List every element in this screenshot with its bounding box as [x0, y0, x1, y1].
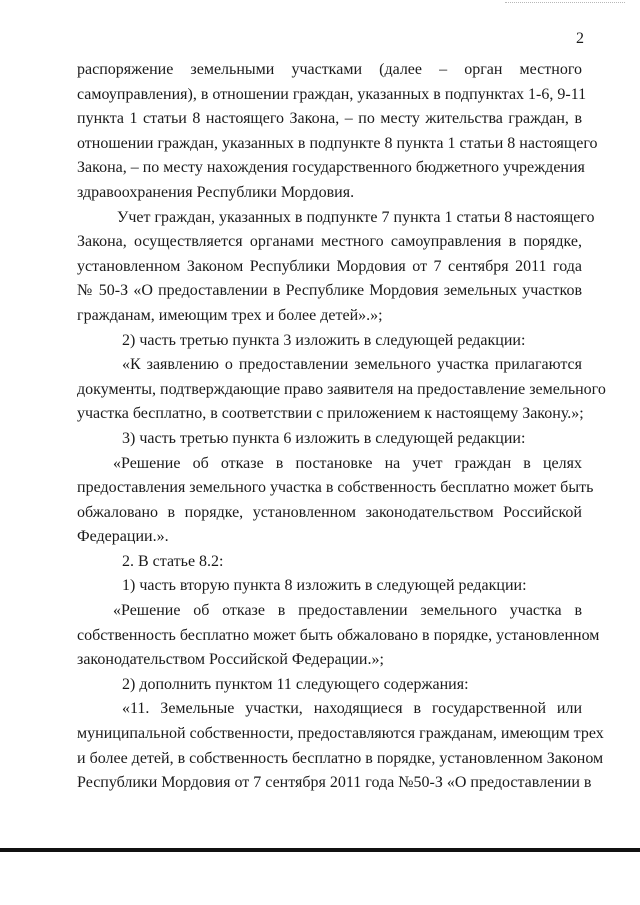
- text-line: 2. В статье 8.2:: [122, 552, 224, 570]
- text-line: и более детей, в собственность бесплатно в порядке, установленном Законом: [77, 749, 604, 767]
- text-line: собственность бесплатно может быть обжаловано в порядке, установленном: [77, 626, 600, 644]
- text-line: 2) часть третью пункта 3 изложить в следующей редакции:: [122, 331, 526, 349]
- text-line: «Решение об отказе в предоставлении земельного участка в: [113, 602, 582, 620]
- text-line: отношении граждан, указанных в подпункте 8 пункта 1 статьи 8 настоящего: [77, 134, 598, 152]
- text-line: Закона, осуществляется органами местного самоуправления в порядке,: [77, 233, 582, 251]
- text-line: здравоохранения Республики Мордовия.: [77, 183, 355, 201]
- text-line: предоставления земельного участка в собственность бесплатно может быть: [77, 479, 594, 497]
- text-line: «11. Земельные участки, находящиеся в государственной или: [122, 700, 582, 718]
- text-line: муниципальной собственности, предоставляются гражданам, имеющим трех: [77, 725, 604, 743]
- text-line: пункта 1 статьи 8 настоящего Закона, – по месту жительства граждан, в: [77, 110, 582, 128]
- text-line: Закона, – по месту нахождения государственного бюджетного учреждения: [77, 159, 585, 177]
- text-line: установленном Законом Республики Мордовия от 7 сентября 2011 года: [77, 257, 582, 275]
- text-line: участка бесплатно, в соответствии с приложением к настоящему Закону.»;: [77, 405, 584, 423]
- text-line: самоуправления), в отношении граждан, указанных в подпунктах 1-6, 9-11: [77, 85, 587, 103]
- text-line: 1) часть вторую пункта 8 изложить в следующей редакции:: [122, 577, 527, 595]
- text-line: документы, подтверждающие право заявителя на предоставление земельного: [77, 380, 606, 398]
- text-line: 2) дополнить пунктом 11 следующего содержания:: [122, 675, 469, 693]
- text-line: Федерации.».: [77, 528, 169, 546]
- text-line: законодательством Российской Федерации.»;: [77, 651, 384, 669]
- text-line: распоряжение земельными участками (далее – орган местного: [77, 61, 582, 78]
- text-line: 3) часть третью пункта 6 изложить в следующей редакции:: [122, 429, 526, 447]
- document-body: [77, 58, 606, 796]
- text-line: «К заявлению о предоставлении земельного участка прилагаются: [122, 356, 582, 374]
- page-number: 2: [576, 30, 584, 47]
- text-line: Республики Мордовия от 7 сентября 2011 года №50-З «О предоставлении в: [77, 774, 592, 792]
- text-line: гражданам, имеющим трех и более детей».»;: [77, 306, 383, 324]
- scan-artifact: [505, 2, 625, 7]
- text-line: № 50-З «О предоставлении в Республике Мордовия земельных участков: [77, 282, 582, 300]
- bottom-rule: [0, 848, 640, 852]
- text-line: Учет граждан, указанных в подпункте 7 пункта 1 статьи 8 настоящего: [117, 208, 595, 226]
- text-line: «Решение об отказе в постановке на учет граждан в целях: [113, 454, 582, 472]
- text-line: обжаловано в порядке, установленном законодательством Российской: [77, 503, 582, 521]
